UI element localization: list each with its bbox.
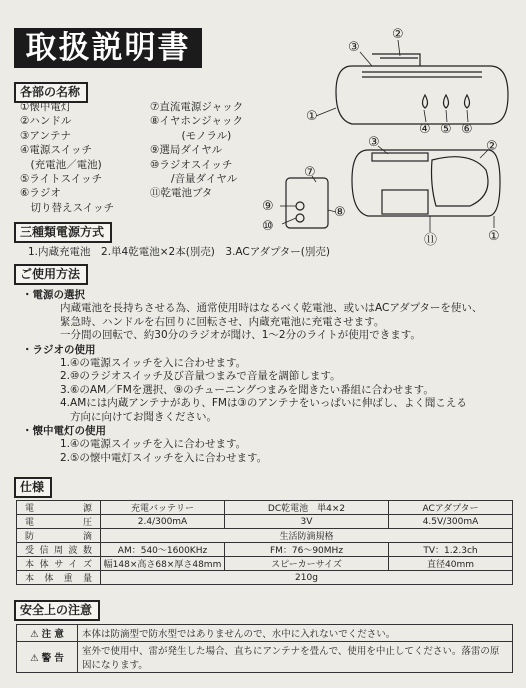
- warning-triangle-icon: ⚠: [30, 653, 39, 664]
- spec-cell: 2.4/300mA: [101, 515, 225, 529]
- power-heading: 三種類電源方式: [14, 222, 112, 243]
- usage-line: 4.AMには内蔵アンテナがあり、FMは③のアンテナをいっぱいに伸ばし、よく聞こえる: [60, 397, 467, 410]
- usage-line: 緊急時、ハンドルを右回りに回転させ、内蔵充電池に充電させます。: [60, 315, 385, 328]
- part-item: ⑩ラジオスイッチ: [150, 158, 233, 171]
- callout-7: ⑦: [304, 165, 316, 180]
- spec-cell: スピーカーサイズ: [225, 557, 389, 571]
- table-row: [17, 501, 513, 515]
- callout-2: ②: [392, 27, 404, 42]
- warning-label-cell: [17, 642, 78, 673]
- part-item: (充電池／電池): [20, 158, 102, 171]
- power-text: 1.内蔵充電池 2.単4乾電池×2本(別売) 3.ACアダプター(別売): [28, 246, 330, 258]
- usage-line: 3.⑥のAM／FMを選択、⑨のチューニングつまみを聞きたい番組に合わせます。: [60, 383, 434, 396]
- spec-cell: 充電バッテリー: [101, 501, 225, 515]
- usage-body: [22, 288, 512, 465]
- callout-9: ⑨: [262, 199, 274, 214]
- warning-label: 警 告: [41, 653, 64, 664]
- callout-11: ⑪: [424, 233, 438, 248]
- spec-label: 本体サイズ: [17, 557, 101, 571]
- callout-3: ③: [348, 40, 360, 55]
- antenna-slot: [372, 153, 428, 161]
- spec-cell: FM：76〜90MHz: [225, 543, 389, 557]
- button-shape: [423, 95, 428, 108]
- spec-label: 電源: [17, 501, 101, 515]
- part-item: ③アンテナ: [20, 129, 71, 142]
- usage-light-title: ・懐中電灯の使用: [22, 425, 106, 438]
- handle-crank: [432, 157, 489, 206]
- part-item: ⑤ライトスイッチ: [20, 173, 103, 186]
- usage-line: 2.⑤の懐中電灯スイッチを入に合わせます。: [60, 451, 268, 464]
- part-item: ④電源スイッチ: [20, 144, 92, 157]
- part-item: ②ハンドル: [20, 115, 72, 128]
- part-item: ⑥ラジオ: [20, 187, 61, 200]
- tuning-dial: [296, 202, 304, 210]
- earphone-jack: [296, 214, 304, 222]
- usage-line: 1.④の電源スイッチを入に合わせます。: [60, 357, 247, 370]
- callout-1b: ①: [488, 229, 500, 244]
- safety-table: [16, 624, 513, 673]
- spec-label: 本体重量: [17, 571, 101, 585]
- table-row: [17, 515, 513, 529]
- table-row: [17, 571, 513, 585]
- spec-cell: AM：540〜1600KHz: [101, 543, 225, 557]
- warning-text: 室外で使用中、雷が発生した場合、直ちにアンテナを畳んで、使用を中止してください。落雷の原因になります。: [78, 642, 513, 673]
- usage-line: 一分間の回転で、約30分のラジオが聞け、1〜2分のライトが使用できます。: [60, 329, 421, 342]
- caution-text: 本体は防滴型で防水型ではありませんので、水中に入れないでください。: [78, 625, 513, 642]
- part-item: ⑨選局ダイヤル: [150, 144, 223, 157]
- table-row: [17, 529, 513, 543]
- spec-cell: ACアダプター: [389, 501, 513, 515]
- spec-cell: 3V: [225, 515, 389, 529]
- spec-cell: 幅148×高さ68×厚さ48mm: [101, 557, 225, 571]
- button-shape: [465, 95, 470, 108]
- callout-2b: ②: [486, 139, 498, 154]
- callout-3b: ③: [368, 135, 380, 150]
- spec-cell: 直径40mm: [389, 557, 513, 571]
- spec-table: [16, 500, 513, 585]
- safety-heading: 安全上の注意: [14, 600, 100, 621]
- usage-radio-title: ・ラジオの使用: [22, 343, 96, 356]
- part-item: ⑦直流電源ジャック: [150, 101, 244, 113]
- usage-heading: ご使用方法: [14, 264, 88, 285]
- spec-cell: 生活防滴規格: [101, 529, 513, 543]
- spec-cell: 4.5V/300mA: [389, 515, 513, 529]
- table-row: [17, 543, 513, 557]
- spec-label: 受信周波数: [17, 543, 101, 557]
- side-view-body: [286, 178, 328, 228]
- button-shape: [444, 95, 449, 108]
- usage-line: 内蔵電池を長持ちさせる為、通常使用時はなるべく乾電池、或いはACアダプターを使い、: [60, 302, 483, 315]
- callout-1: ①: [306, 109, 318, 124]
- callout-10: ⑩: [262, 219, 274, 234]
- caution-label-cell: [17, 625, 78, 642]
- spec-cell: DC乾電池 単4×2: [225, 501, 389, 515]
- part-item: ①懐中電灯: [20, 101, 72, 113]
- callout-5: ⑤: [440, 122, 452, 137]
- part-item: ⑧イヤホンジャック: [150, 115, 243, 128]
- handle-shape: [372, 54, 420, 66]
- battery-cover: [382, 190, 428, 214]
- spec-cell: 210g: [101, 571, 513, 585]
- warning-triangle-icon: ⚠: [30, 629, 39, 640]
- callout-4: ④: [419, 122, 431, 137]
- table-row: [17, 625, 513, 642]
- usage-line: 方向に向けてお聞きください。: [70, 410, 217, 423]
- callout-6: ⑥: [461, 122, 473, 137]
- spec-heading: 仕様: [14, 477, 52, 498]
- spec-cell: TV：1.2.3ch: [389, 543, 513, 557]
- table-row: [17, 642, 513, 673]
- radio-top-body: [336, 66, 508, 124]
- part-item: ⑪乾電池ブタ: [150, 187, 213, 200]
- manual-title: 取扱説明書: [14, 28, 202, 68]
- table-row: [17, 557, 513, 571]
- callout-8: ⑧: [334, 205, 346, 220]
- parts-heading: 各部の名称: [14, 82, 88, 103]
- usage-line: 1.④の電源スイッチを入に合わせます。: [60, 438, 247, 451]
- product-diagram: [0, 0, 526, 250]
- usage-power-title: ・電源の選択: [22, 289, 85, 301]
- usage-line: 2.⑩のラジオスイッチ及び音量つまみで音量を調節します。: [60, 370, 341, 383]
- spec-label: 電圧: [17, 515, 101, 529]
- radio-front-body: [352, 150, 500, 216]
- part-item: 切り替えスイッチ: [20, 201, 115, 214]
- part-item: /音量ダイヤル: [150, 173, 238, 186]
- part-item: (モノラル): [150, 129, 232, 142]
- spec-label: 防滴: [17, 529, 101, 543]
- caution-label: 注 意: [41, 629, 64, 640]
